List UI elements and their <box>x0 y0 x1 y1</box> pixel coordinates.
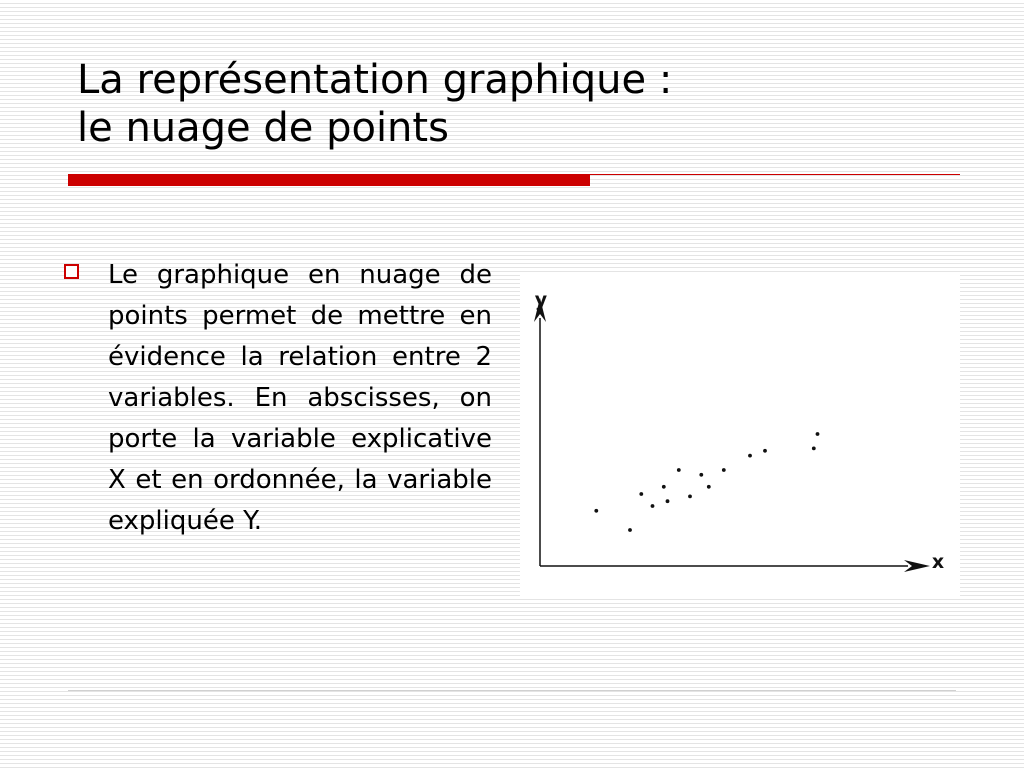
scatter-point <box>677 468 681 472</box>
scatter-point <box>666 499 670 503</box>
title-line-1: La représentation graphique : <box>77 57 673 103</box>
scatter-point <box>722 468 726 472</box>
slide-title <box>77 56 957 152</box>
x-axis-label: x <box>931 551 945 573</box>
scatter-point <box>651 504 655 508</box>
footer-rule <box>68 690 956 691</box>
scatter-point <box>688 495 692 499</box>
bullet-text: Le graphique en nuage de points permet de mettre en évidence la relation entre 2 variables. En abscisses, on porte la variable explicative X et en ordonnée, la variable expliquée Y. <box>108 260 492 536</box>
scatter-point <box>816 432 820 436</box>
scatter-point <box>594 509 598 513</box>
hollow-square-bullet-icon <box>64 264 79 279</box>
title-underline-thin <box>590 174 960 175</box>
title-underline-thick <box>68 174 590 186</box>
title-underline <box>68 173 960 187</box>
scatter-plot <box>520 272 960 598</box>
y-axis-label: y <box>534 289 548 311</box>
scatter-point <box>699 473 703 477</box>
scatter-plot-figure <box>520 272 960 598</box>
scatter-point <box>812 447 816 451</box>
scatter-point <box>707 485 711 489</box>
title-line-2: le nuage de points <box>77 105 449 151</box>
scatter-point <box>748 454 752 458</box>
bullet-item <box>64 255 492 542</box>
scatter-point <box>763 449 767 453</box>
scatter-point <box>662 485 666 489</box>
scatter-point <box>628 528 632 532</box>
scatter-point <box>639 492 643 496</box>
